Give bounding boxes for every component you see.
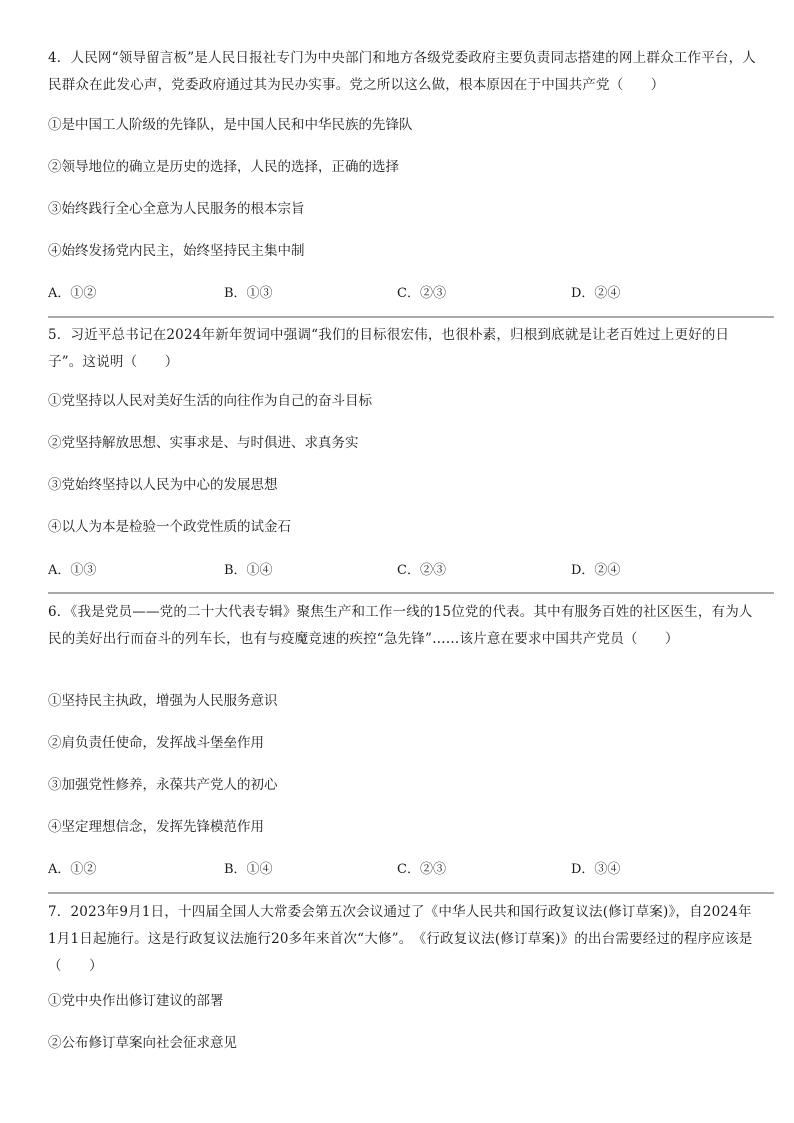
question-5-option-3: ③党始终坚持以人民为中心的发展思想 [48, 477, 278, 493]
question-5-choice-b[interactable]: B．①④ [224, 563, 273, 578]
question-4-choice-b[interactable]: B．①③ [224, 286, 273, 301]
question-7-option-1: ①党中央作出修订建议的部署 [48, 993, 224, 1009]
question-6-option-3: ③加强党性修养，永葆共产党人的初心 [48, 777, 278, 793]
question-5-choice-c[interactable]: C．②③ [397, 563, 446, 578]
question-6-choice-d[interactable]: D．③④ [571, 862, 621, 877]
question-5-option-4: ④以人为本是检验一个政党性质的试金石 [48, 519, 291, 535]
question-6-choice-c[interactable]: C．②③ [397, 862, 446, 877]
question-4-stem: 4．人民网“领导留言板”是人民日报社专门为中央部门和地方各级党委政府主要负责同志搭建的网上群众工作平台，人民群众在此发心声，党委政府通过其为民办实事。党之所以这么做，根本原因在于中国共产党（ ） [48, 50, 756, 93]
question-4-choice-a[interactable]: A．①② [48, 286, 97, 301]
question-4-choice-c[interactable]: C．②③ [397, 286, 446, 301]
question-4-choices [48, 282, 748, 302]
question-6-choice-b[interactable]: B．①④ [224, 862, 273, 877]
question-4-option-1: ①是中国工人阶级的先锋队，是中国人民和中华民族的先锋队 [48, 117, 413, 133]
divider [48, 316, 774, 318]
question-6-choice-a[interactable]: A．①② [48, 862, 97, 877]
question-5-option-2: ②党坚持解放思想、实事求是、与时俱进、求真务实 [48, 435, 359, 451]
question-6-option-2: ②肩负责任使命，发挥战斗堡垒作用 [48, 735, 264, 751]
question-6-option-4: ④坚定理想信念，发挥先锋模范作用 [48, 819, 264, 835]
divider [48, 592, 774, 594]
question-5-choices [48, 559, 748, 579]
question-5-choice-d[interactable]: D．②④ [571, 563, 621, 578]
question-4-option-3: ③始终践行全心全意为人民服务的根本宗旨 [48, 201, 305, 217]
question-6-choices [48, 858, 748, 878]
question-7-option-2: ②公布修订草案向社会征求意见 [48, 1035, 237, 1051]
question-4-option-4: ④始终发扬党内民主，始终坚持民主集中制 [48, 243, 305, 259]
question-7-stem: 7．2023年9月1日，十四届全国人大常委会第五次会议通过了《中华人民共和国行政复议法(修订草案)》，自2024年1月1日起施行。这是行政复议法施行20多年来首次“大修”。 《行政复议法(修订草案)》的出台需要经过的程序应该是（ ） [48, 904, 753, 974]
question-5-option-1: ①党坚持以人民对美好生活的向往作为自己的奋斗目标 [48, 393, 372, 409]
question-4-option-2: ②领导地位的确立是历史的选择，人民的选择，正确的选择 [48, 159, 399, 175]
divider [48, 892, 774, 894]
question-4-choice-d[interactable]: D．②④ [571, 286, 621, 301]
question-5-choice-a[interactable]: A．①③ [48, 563, 97, 578]
question-6-stem: 6．《我是党员——党的二十大代表专辑》聚焦生产和工作一线的15位党的代表。其中有服务百姓的社区医生，有为人民的美好出行而奋斗的列车长，也有与疫魔竞速的疾控“急先锋”……该片意在要求中国共产党员（ ） [48, 604, 753, 647]
question-5-stem: 5．习近平总书记在2024年新年贺词中强调“我们的目标很宏伟，也很朴素，归根到底就是让老百姓过上更好的日子”。这说明（ ） [48, 327, 730, 370]
question-6-option-1: ①坚持民主执政，增强为人民服务意识 [48, 693, 278, 709]
